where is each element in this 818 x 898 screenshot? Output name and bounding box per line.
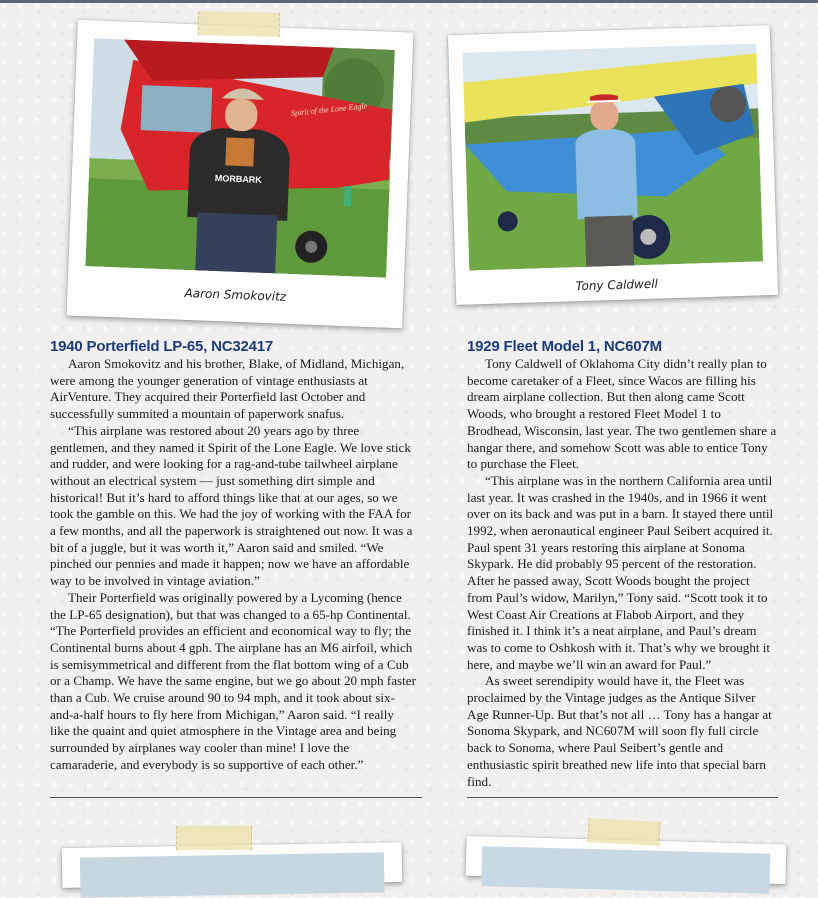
article-porterfield	[50, 338, 416, 774]
tape-strip	[198, 11, 280, 36]
photo-caption-aaron: Aaron Smokovitz	[184, 285, 287, 304]
article-paragraph: “This airplane was in the northern California area until last year. It was crashed in the 1940s, and in 1966 it went over on its back and was put in a barn. It stayed there until 1992, when aeronautical engineer Paul Seibert acquired it. Paul spent 31 years restoring this airplane at Sonoma Skypark. He did probably 95 percent of the restoration. After he passed away, Scott Woods bought the project from Paul’s widow, Marilyn,” Tony said. “Scott took it to West Coast Air Creations at Flabob Airport, and they finished it. I think it’s a neat airplane, and Paul’s dream was to come to Oshkosh with it. That’s why we brought it here, and maybe we’ll win an award for Paul.”	[467, 472, 774, 672]
top-border	[0, 0, 818, 3]
article-title: 1940 Porterfield LP-65, NC32417	[50, 338, 274, 355]
tape-strip	[176, 826, 252, 850]
photo-bottom-left	[80, 852, 385, 897]
divider-rule	[50, 797, 422, 798]
photo-caption-tony: Tony Caldwell	[575, 276, 659, 294]
tape-strip	[587, 818, 660, 846]
photo-bottom-right	[481, 846, 770, 894]
divider-rule	[467, 797, 778, 798]
photo-aaron-smokovitz	[85, 38, 395, 277]
photo-frame-tony	[448, 25, 778, 305]
shirt-logo-text: MORBARK	[214, 173, 262, 185]
article-paragraph: Aaron Smokovitz and his brother, Blake, of Midland, Michigan, were among the younger generation of vintage enthusiasts at AirVenture. They acquired their Porterfield last October and successfully summited a mountain of paperwork snafus.	[50, 356, 405, 422]
plane-name-text: Spirit of the Lone Eagle	[290, 101, 368, 118]
article-paragraph: “This airplane was restored about 20 years ago by three gentlemen, and they named it Spirit of the Lone Eagle. We love stick and rudder, and were looking for a rag-and-tube tailwheel airplane without an electrical system — just something dirt simple and historical! But it’s hard to afford things like that at our ages, so we took the gamble on this. We had the joy of working with the FAA for a few months, and all the paperwork is straightened out now. It was a bit of a juggle, but it was worth it,” Aaron said and smiled. “We pinched our pennies and made it happen; now we have an affordable way to be involved in vintage aviation.”	[50, 422, 413, 589]
photo-tony-caldwell	[462, 43, 763, 270]
article-paragraph: As sweet serendipity would have it, the Fleet was proclaimed by the Vintage judges as the Antique Silver Age Runner-Up. But that’s not all … Tony has a hangar at Sonoma Skypark, and NC607M will soon fly full circle back to Sonoma, where Paul Seibert’s gentle and enthusiastic spirit breathed new life into that special barn find.	[467, 673, 772, 789]
article-paragraph: Their Porterfield was originally powered by a Lycoming (hence the LP-65 designation), but that was changed to a 65-hp Continental. “The Porterfield provides an efficient and economical way to fly; the Continental burns about 4 gph. The airplane has an M6 airfoil, which is semisymmetrical and different from the flat bottom wing of a Cub or a Champ. We have the same engine, but we go about 20 mph faster than a Cub. We cruise around 90 to 94 mph, and it took about six-and-a-half hours to fly here from Michigan,” Aaron said. “I really like the quaint and quiet atmosphere in the Vintage area and being surrounded by airplanes way cooler than mine! I love the camaraderie, and everybody is so supportive of each other.”	[50, 589, 416, 772]
article-title: 1929 Fleet Model 1, NC607M	[467, 338, 662, 355]
photo-frame-aaron	[66, 20, 413, 329]
article-fleet	[467, 338, 778, 790]
article-paragraph: Tony Caldwell of Oklahoma City didn’t really plan to become caretaker of a Fleet, since Wacos are filling his dream airplane collection. But then along came Scott Woods, who brought a restored Fleet Model 1 to Brodhead, Wisconsin, last year. The two gentlemen share a hangar there, and somehow Scott was able to entice Tony to purchase the Fleet.	[467, 356, 777, 472]
